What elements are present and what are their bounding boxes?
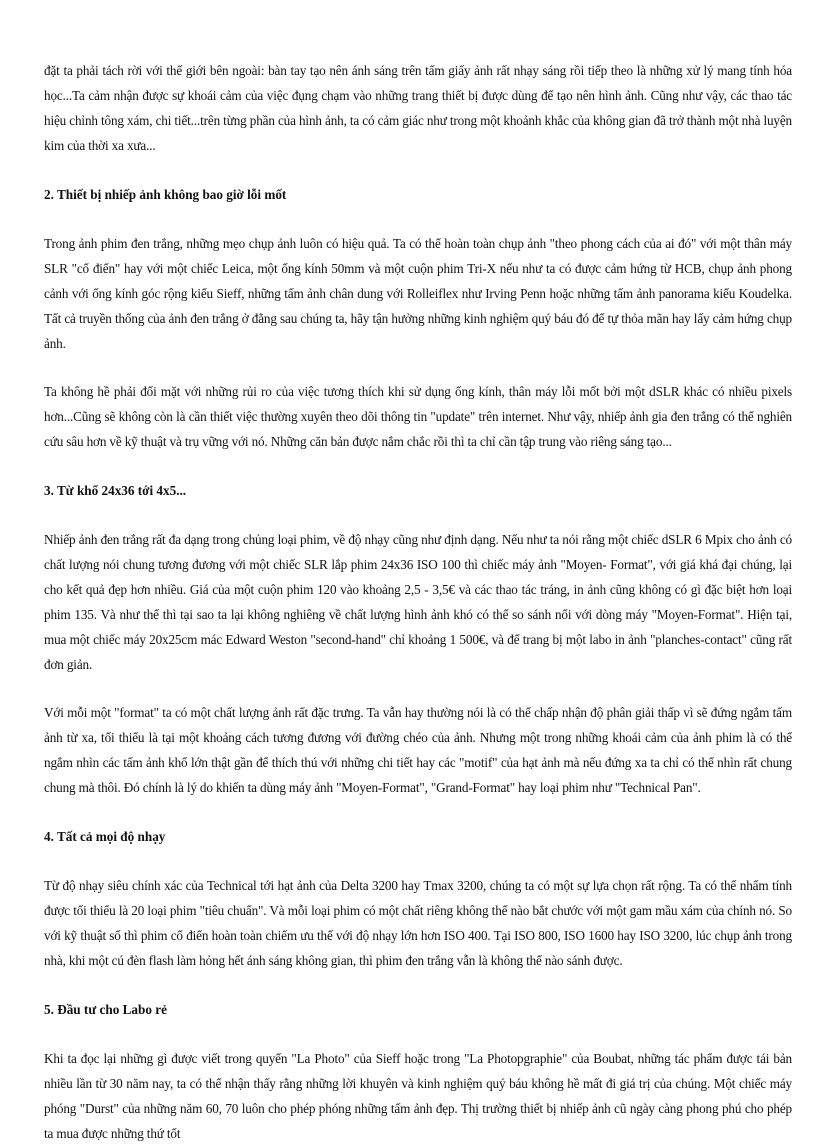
paragraph-section-5: Khi ta đọc lại những gì được viết trong quyển "La Photo" của Sieff hoặc trong "La Photopgraphie" của Boubat, những tác phẩm được tái bản nhiều lần từ 30 năm nay, ta có thể nhận thấy rằng những lời khuyên và kinh nghiệm quý báu không hề mất đi giá trị của chúng. Một chiếc máy phóng "Durst" của những năm 60, 70 luôn cho phép phóng những tấm ảnh đẹp. Thị trường thiết bị nhiếp ảnh cũ ngày càng phong phú cho phép ta mua được những thứ tốt <box>44 1051 792 1141</box>
section-heading-3: 3. Từ khổ 24x36 tới 4x5... <box>44 483 187 498</box>
section-heading-4: 4. Tất cả mọi độ nhạy <box>44 829 166 844</box>
paragraph-section-3-b: Với mỗi một "format" ta có một chất lượng ảnh rất đặc trưng. Ta vẫn hay thường nói là có thể chấp nhận độ phân giải thấp vì sẽ đứng ngắm tấm ảnh từ xa, tối thiểu là tại một khoảng cách tương đương với đường chéo của ảnh. Nhưng một trong những khoái cảm của ảnh phim là có thể ngắm nhìn các tấm ảnh khổ lớn thật gần để thích thú với những chi tiết hay các "motif" của hạt ảnh mà nếu đứng xa ta chỉ có thể nhìn rất chung chung mà thôi. Đó chính là lý do khiến ta dùng máy ảnh "Moyen-Format", "Grand-Format" hay loại phim như "Technical Pan". <box>44 705 792 795</box>
section-heading-5: 5. Đầu tư cho Labo rẻ <box>44 1002 167 1017</box>
paragraph-section-2-a: Trong ảnh phim đen trắng, những mẹo chụp ảnh luôn có hiệu quả. Ta có thể hoàn toàn chụp ảnh "theo phong cách của ai đó" với một thân máy SLR "cổ điển" hay với một chiếc Leica, một ống kính 50mm và một cuộn phim Tri-X nếu như ta có được cảm hứng từ HCB, chụp ảnh phong cảnh với ống kính góc rộng kiểu Sieff, những tấm ảnh chân dung với Rolleiflex như Irving Penn hoặc những tấm ảnh panorama kiểu Koudelka. Tất cả truyền thống của ảnh đen trắng ở đằng sau chúng ta, hãy tận hưởng những kinh nghiệm quý báu đó để tự thỏa mãn hay lấy cảm hứng chụp ảnh. <box>44 236 792 351</box>
paragraph-section-2-b: Ta không hề phải đối mặt với những rủi ro của việc tương thích khi sử dụng ống kính, thân máy lỗi mốt bởi một dSLR khác có nhiều pixels hơn...Cũng sẽ không còn là cần thiết việc thường xuyên theo dõi thông tin "update" trên internet. Như vậy, nhiếp ảnh gia đen trắng có thể nghiên cứu sâu hơn về kỹ thuật và trụ vững với nó. Những căn bản được nắm chắc rồi thì ta chỉ cần tập trung vào riêng sáng tạo... <box>44 384 792 449</box>
section-heading-2: 2. Thiết bị nhiếp ảnh không bao giờ lỗi mốt <box>44 187 287 202</box>
paragraph-section-3-a: Nhiếp ảnh đen trắng rất đa dạng trong chủng loại phim, về độ nhạy cũng như định dạng. Nếu như ta nói rằng một chiếc dSLR 6 Mpix cho ảnh có chất lượng nói chung tương đương với một chiếc SLR lắp phim 24x36 ISO 100 thì chiếc máy ảnh "Moyen- Format", với giá khá đại chúng, lại cho kết quả đẹp hơn nhiều. Giá của một cuộn phim 120 vào khoảng 2,5 - 3,5€ và các thao tác tráng, in ảnh cũng không có gì đặc biệt hơn loại phim 135. Và như thế thì tại sao ta lại không nghiêng về chất lượng hình ảnh khó có thể so sánh nổi với dòng máy "Moyen-Format". Hiện tại, mua một chiếc máy 20x25cm mác Edward Weston "second-hand" chỉ khoảng 1 500€, và để trang bị một labo in ảnh "planches-contact" cũng rất đơn giản. <box>44 532 792 672</box>
paragraph-section-4: Từ độ nhạy siêu chính xác của Technical tới hạt ảnh của Delta 3200 hay Tmax 3200, chúng ta có một sự lựa chọn rất rộng. Ta có thể nhẩm tính được tối thiểu là 20 loại phim "tiêu chuẩn". Và mỗi loại phim có một chất riêng không thể nào bắt chước với một gam mầu xám của chính nó. So với kỹ thuật số thì phim cổ điển hoàn toàn chiếm ưu thế với độ nhạy lớn hơn ISO 400. Tại ISO 800, ISO 1600 hay ISO 3200, lúc chụp ảnh trong nhà, khi một cú đèn flash làm hỏng hết ánh sáng không gian, thì phim đen trắng vẫn là không thể nào sánh được. <box>44 878 792 968</box>
paragraph-intro-continued: đặt ta phải tách rời với thế giới bên ngoài: bàn tay tạo nên ánh sáng trên tấm giấy ảnh rất nhạy sáng rồi tiếp theo là những xử lý mang tính hóa học...Ta cảm nhận được sự khoái cảm của việc đụng chạm vào những trang thiết bị được dùng để tạo nên hình ảnh. Cũng như vậy, các thao tác hiệu chỉnh tông xám, chi tiết...trên từng phần của hình ảnh, ta có cảm giác như trong một khoảnh khắc của không gian đã trở thành một nhà luyện kim của thời xa xưa... <box>44 63 792 153</box>
